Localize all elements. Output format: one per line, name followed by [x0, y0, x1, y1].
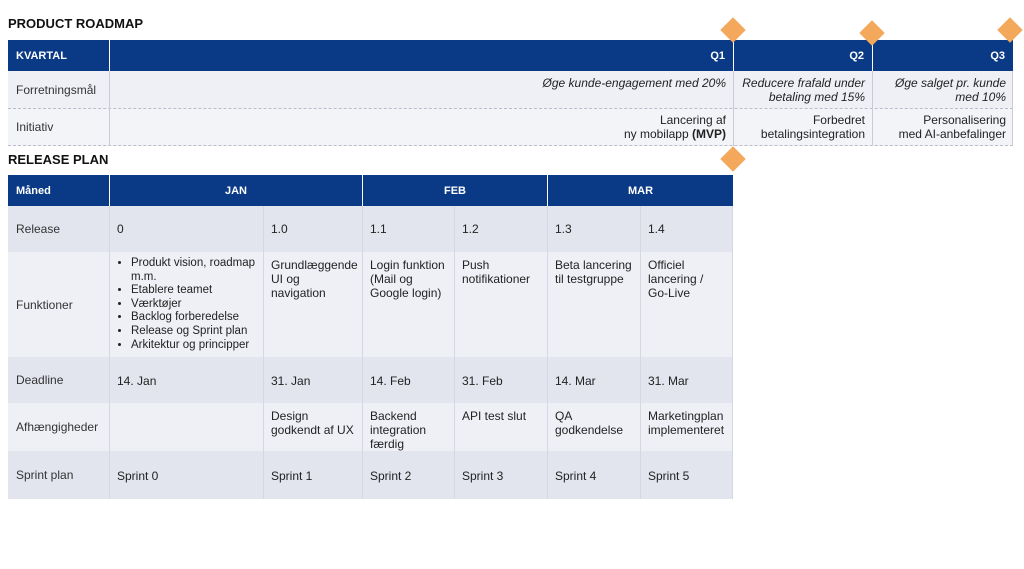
- features-cell: Login funktion (Mail og Google login): [370, 258, 445, 300]
- list-item: • Arkitektur og principper: [131, 339, 255, 353]
- release-header-label: Måned: [8, 175, 109, 206]
- dependencies-row: [8, 403, 733, 451]
- release-cell: 1.0: [271, 222, 288, 236]
- sprint-cell: Sprint 4: [555, 469, 597, 483]
- deadline-cell: 31. Jan: [271, 374, 311, 388]
- list-item: • Etablere teamet: [131, 284, 255, 298]
- goal-q2: Reducere frafald under betaling med 15%: [742, 75, 865, 104]
- sprint-row: [8, 451, 733, 499]
- release-cell: 1.2: [462, 222, 479, 236]
- month-feb: FEB: [362, 175, 547, 206]
- initiative-q1: Lancering af ny mobilapp (MVP): [623, 113, 726, 141]
- quarter-q2: Q2: [733, 40, 872, 71]
- month-jan: JAN: [109, 175, 362, 206]
- row-label-funktioner: Funktioner: [16, 297, 73, 312]
- month-mar: MAR: [547, 175, 733, 206]
- list-item: • Backlog forberedelse: [131, 311, 255, 325]
- deadline-row: [8, 357, 733, 403]
- features-cell: Push notifikationer: [462, 258, 531, 286]
- row-label-forretningsmaal: Forretningsmål: [16, 82, 97, 97]
- dependency-cell: Backend integration færdig: [370, 409, 427, 451]
- goal-q1: Øge kunde-engagement med 20%: [542, 76, 726, 90]
- quarter-q3: Q3: [872, 40, 1013, 71]
- quarter-q1: Q1: [109, 40, 733, 71]
- dependency-cell: API test slut: [462, 409, 527, 423]
- roadmap-title: PRODUCT ROADMAP: [8, 16, 144, 31]
- dependency-cell: QA godkendelse: [555, 409, 624, 437]
- list-item: • Produkt vision, roadmap m.m.: [131, 257, 255, 284]
- deadline-cell: 31. Feb: [462, 374, 503, 388]
- list-item: • Værktøjer: [131, 298, 255, 312]
- initiative-q3: Personalisering med AI-anbefalinger: [898, 113, 1006, 141]
- milestone-release-diamond-icon: [720, 146, 745, 171]
- roadmap-header-label: KVARTAL: [8, 40, 109, 71]
- release-cell: 1.4: [648, 222, 665, 236]
- features-list-cell: [109, 257, 263, 352]
- deadline-cell: 14. Jan: [117, 374, 157, 388]
- features-cell: Beta lancering til testgruppe: [555, 258, 632, 286]
- features-cell: Officiel lancering / Go-Live: [648, 258, 704, 300]
- sprint-cell: Sprint 5: [648, 469, 690, 483]
- roadmap-table: [8, 40, 1013, 146]
- features-cell: Grundlæggende UI og navigation: [271, 258, 358, 300]
- sprint-cell: Sprint 1: [271, 469, 313, 483]
- deadline-cell: 14. Mar: [555, 374, 596, 388]
- row-label-afhaengigheder: Afhængigheder: [16, 420, 99, 434]
- row-label-release: Release: [16, 222, 61, 236]
- row-label-sprint-plan: Sprint plan: [16, 468, 74, 482]
- features-row: [8, 252, 733, 357]
- list-item: • Release og Sprint plan: [131, 325, 255, 339]
- row-label-initiativ: Initiativ: [16, 120, 54, 134]
- row-label-deadline: Deadline: [16, 373, 64, 387]
- sprint-cell: Sprint 0: [117, 469, 159, 483]
- deadline-cell: 31. Mar: [648, 374, 689, 388]
- release-cell: 1.1: [370, 222, 387, 236]
- release-cell: 1.3: [555, 222, 572, 236]
- dependency-cell: Design godkendt af UX: [271, 409, 354, 437]
- milestone-q3-diamond-icon: [997, 17, 1022, 42]
- sprint-cell: Sprint 3: [462, 469, 504, 483]
- deadline-cell: 14. Feb: [370, 374, 411, 388]
- initiative-q2: Forbedret betalingsintegration: [760, 113, 865, 141]
- dependency-cell: Marketingplan implementeret: [648, 409, 725, 437]
- sprint-cell: Sprint 2: [370, 469, 412, 483]
- goal-q3: Øge salget pr. kunde med 10%: [895, 75, 1006, 104]
- release-cell: 0: [117, 222, 124, 236]
- milestone-q1-diamond-icon: [720, 17, 745, 42]
- release-plan-title: RELEASE PLAN: [8, 152, 109, 167]
- release-row: [8, 206, 733, 252]
- features-list: [117, 257, 255, 352]
